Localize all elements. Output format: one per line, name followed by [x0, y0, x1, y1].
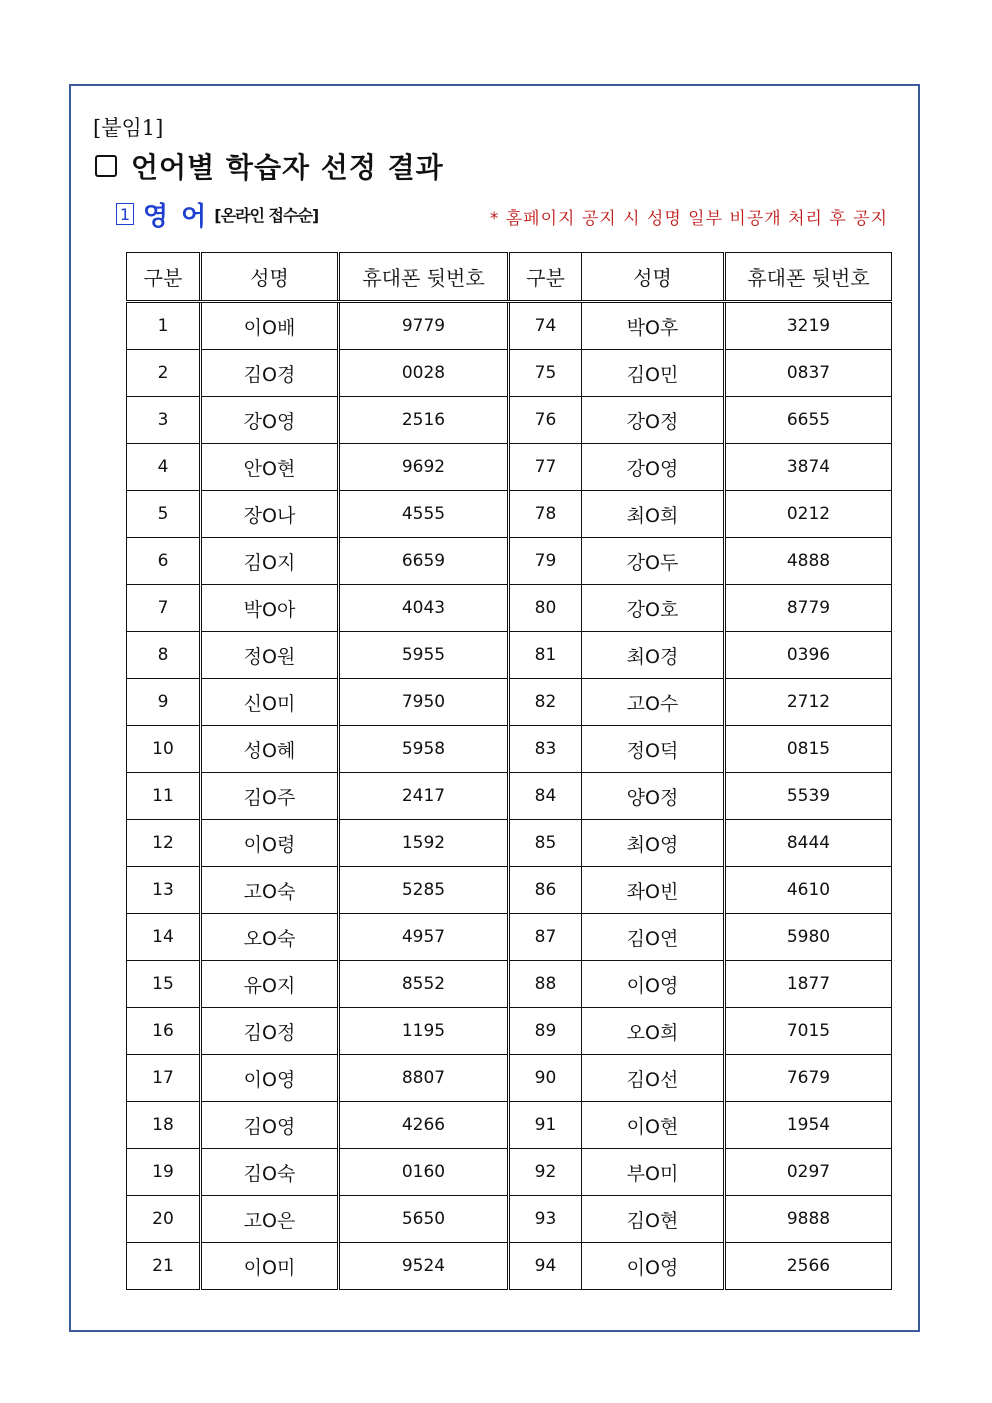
row-number-right: 94 — [509, 1243, 582, 1290]
learner-name-right: 이O현 — [582, 1102, 725, 1149]
row-number-right: 86 — [509, 867, 582, 914]
row-number-right: 88 — [509, 961, 582, 1008]
phone-suffix-left: 9524 — [339, 1243, 509, 1290]
learner-name-right: 최O영 — [582, 820, 725, 867]
table-row — [127, 538, 892, 585]
table-body — [127, 302, 892, 1290]
phone-suffix-left: 9692 — [339, 444, 509, 491]
row-number-right: 83 — [509, 726, 582, 773]
learner-name-right: 오O희 — [582, 1008, 725, 1055]
attachment-label: [붙임1] — [93, 116, 164, 140]
row-number-left: 6 — [127, 538, 201, 585]
header-cell-name-right: 성명 — [582, 253, 725, 302]
phone-suffix-right: 0815 — [725, 726, 892, 773]
phone-suffix-right: 2712 — [725, 679, 892, 726]
phone-suffix-left: 8807 — [339, 1055, 509, 1102]
learner-name-right: 고O수 — [582, 679, 725, 726]
learner-name-left: 김O지 — [201, 538, 339, 585]
row-number-right: 93 — [509, 1196, 582, 1243]
phone-suffix-left: 1195 — [339, 1008, 509, 1055]
header-cell-phone-right: 휴대폰 뒷번호 — [725, 253, 892, 302]
header-cell-name-left: 성명 — [201, 253, 339, 302]
learner-name-left: 이O령 — [201, 820, 339, 867]
learner-name-left: 이O배 — [201, 302, 339, 350]
phone-suffix-right: 5980 — [725, 914, 892, 961]
checkbox-square-icon — [95, 155, 117, 177]
phone-suffix-right: 1954 — [725, 1102, 892, 1149]
learner-name-right: 김O선 — [582, 1055, 725, 1102]
phone-suffix-left: 6659 — [339, 538, 509, 585]
privacy-notice: * 홈페이지 공지 시 성명 일부 비공개 처리 후 공지 — [489, 209, 888, 229]
table-row — [127, 679, 892, 726]
row-number-right: 74 — [509, 302, 582, 350]
phone-suffix-right: 6655 — [725, 397, 892, 444]
row-number-right: 89 — [509, 1008, 582, 1055]
phone-suffix-right: 4888 — [725, 538, 892, 585]
table-row — [127, 914, 892, 961]
phone-suffix-left: 5958 — [339, 726, 509, 773]
phone-suffix-left: 0028 — [339, 350, 509, 397]
learner-name-left: 신O미 — [201, 679, 339, 726]
learner-name-left: 안O현 — [201, 444, 339, 491]
row-number-left: 5 — [127, 491, 201, 538]
learner-name-left: 장O나 — [201, 491, 339, 538]
row-number-left: 18 — [127, 1102, 201, 1149]
phone-suffix-right: 5539 — [725, 773, 892, 820]
table-header-row — [127, 253, 892, 302]
phone-suffix-right: 0396 — [725, 632, 892, 679]
phone-suffix-right: 9888 — [725, 1196, 892, 1243]
row-number-left: 8 — [127, 632, 201, 679]
phone-suffix-left: 2516 — [339, 397, 509, 444]
learner-name-right: 강O두 — [582, 538, 725, 585]
row-number-left: 15 — [127, 961, 201, 1008]
learner-name-left: 성O혜 — [201, 726, 339, 773]
table-row — [127, 302, 892, 350]
phone-suffix-left: 5285 — [339, 867, 509, 914]
row-number-right: 76 — [509, 397, 582, 444]
table-row — [127, 1055, 892, 1102]
phone-suffix-right: 7015 — [725, 1008, 892, 1055]
learner-name-right: 정O덕 — [582, 726, 725, 773]
row-number-right: 92 — [509, 1149, 582, 1196]
learner-name-right: 최O희 — [582, 491, 725, 538]
phone-suffix-right: 0297 — [725, 1149, 892, 1196]
phone-suffix-right: 4610 — [725, 867, 892, 914]
phone-suffix-right: 3874 — [725, 444, 892, 491]
learner-name-right: 좌O빈 — [582, 867, 725, 914]
title-row — [95, 148, 444, 184]
learner-name-right: 강O정 — [582, 397, 725, 444]
learner-name-left: 김O숙 — [201, 1149, 339, 1196]
table-row — [127, 632, 892, 679]
phone-suffix-left: 8552 — [339, 961, 509, 1008]
phone-suffix-right: 3219 — [725, 302, 892, 350]
table-row — [127, 726, 892, 773]
row-number-left: 13 — [127, 867, 201, 914]
table-row — [127, 961, 892, 1008]
phone-suffix-right: 8444 — [725, 820, 892, 867]
row-number-right: 81 — [509, 632, 582, 679]
section-language: 영 어 — [143, 201, 209, 232]
table-row — [127, 1243, 892, 1290]
learner-name-left: 이O영 — [201, 1055, 339, 1102]
phone-suffix-left: 5955 — [339, 632, 509, 679]
phone-suffix-left: 4266 — [339, 1102, 509, 1149]
phone-suffix-right: 2566 — [725, 1243, 892, 1290]
row-number-left: 19 — [127, 1149, 201, 1196]
learner-name-left: 박O아 — [201, 585, 339, 632]
phone-suffix-left: 2417 — [339, 773, 509, 820]
table-row — [127, 1102, 892, 1149]
row-number-right: 75 — [509, 350, 582, 397]
row-number-left: 9 — [127, 679, 201, 726]
table-row — [127, 820, 892, 867]
learner-table — [126, 252, 892, 1290]
learner-name-right: 이O영 — [582, 961, 725, 1008]
header-cell-phone-left: 휴대폰 뒷번호 — [339, 253, 509, 302]
header-cell-no-right: 구분 — [509, 253, 582, 302]
row-number-right: 84 — [509, 773, 582, 820]
row-number-right: 77 — [509, 444, 582, 491]
row-number-right: 87 — [509, 914, 582, 961]
row-number-right: 85 — [509, 820, 582, 867]
phone-suffix-right: 7679 — [725, 1055, 892, 1102]
phone-suffix-left: 4957 — [339, 914, 509, 961]
table-row — [127, 350, 892, 397]
row-number-left: 16 — [127, 1008, 201, 1055]
section-number-box: 1 — [116, 203, 134, 225]
row-number-right: 79 — [509, 538, 582, 585]
table-row — [127, 491, 892, 538]
page-title: 언어별 학습자 선정 결과 — [131, 151, 444, 184]
learner-name-right: 이O영 — [582, 1243, 725, 1290]
row-number-left: 17 — [127, 1055, 201, 1102]
table-row — [127, 867, 892, 914]
row-number-left: 21 — [127, 1243, 201, 1290]
row-number-left: 14 — [127, 914, 201, 961]
phone-suffix-left: 4043 — [339, 585, 509, 632]
learner-name-left: 정O원 — [201, 632, 339, 679]
phone-suffix-left: 1592 — [339, 820, 509, 867]
table-row — [127, 1008, 892, 1055]
learner-name-right: 부O미 — [582, 1149, 725, 1196]
section-heading — [116, 198, 318, 230]
learner-name-right: 김O현 — [582, 1196, 725, 1243]
phone-suffix-right: 0837 — [725, 350, 892, 397]
table-row — [127, 397, 892, 444]
learner-name-left: 김O정 — [201, 1008, 339, 1055]
table-row — [127, 1149, 892, 1196]
row-number-left: 1 — [127, 302, 201, 350]
table-row — [127, 585, 892, 632]
learner-name-right: 강O영 — [582, 444, 725, 491]
phone-suffix-left: 7950 — [339, 679, 509, 726]
learner-name-right: 김O민 — [582, 350, 725, 397]
learner-name-left: 이O미 — [201, 1243, 339, 1290]
row-number-left: 2 — [127, 350, 201, 397]
row-number-right: 80 — [509, 585, 582, 632]
learner-name-left: 김O경 — [201, 350, 339, 397]
learner-name-left: 고O숙 — [201, 867, 339, 914]
row-number-right: 78 — [509, 491, 582, 538]
learner-name-right: 최O경 — [582, 632, 725, 679]
phone-suffix-left: 5650 — [339, 1196, 509, 1243]
table-row — [127, 773, 892, 820]
learner-name-left: 강O영 — [201, 397, 339, 444]
row-number-left: 7 — [127, 585, 201, 632]
learner-name-left: 김O주 — [201, 773, 339, 820]
table-row — [127, 444, 892, 491]
row-number-right: 91 — [509, 1102, 582, 1149]
learner-name-right: 김O연 — [582, 914, 725, 961]
learner-name-right: 박O후 — [582, 302, 725, 350]
row-number-right: 90 — [509, 1055, 582, 1102]
row-number-left: 11 — [127, 773, 201, 820]
learner-name-left: 고O은 — [201, 1196, 339, 1243]
learner-name-right: 강O호 — [582, 585, 725, 632]
row-number-left: 20 — [127, 1196, 201, 1243]
row-number-left: 12 — [127, 820, 201, 867]
row-number-left: 3 — [127, 397, 201, 444]
section-method: [온라인 접수순] — [214, 205, 319, 225]
row-number-left: 10 — [127, 726, 201, 773]
phone-suffix-right: 1877 — [725, 961, 892, 1008]
phone-suffix-right: 0212 — [725, 491, 892, 538]
learner-name-left: 유O지 — [201, 961, 339, 1008]
learner-name-left: 오O숙 — [201, 914, 339, 961]
phone-suffix-right: 8779 — [725, 585, 892, 632]
phone-suffix-left: 0160 — [339, 1149, 509, 1196]
table-row — [127, 1196, 892, 1243]
phone-suffix-left: 4555 — [339, 491, 509, 538]
header-cell-no-left: 구분 — [127, 253, 201, 302]
learner-name-left: 김O영 — [201, 1102, 339, 1149]
row-number-right: 82 — [509, 679, 582, 726]
row-number-left: 4 — [127, 444, 201, 491]
learner-name-right: 양O정 — [582, 773, 725, 820]
phone-suffix-left: 9779 — [339, 302, 509, 350]
